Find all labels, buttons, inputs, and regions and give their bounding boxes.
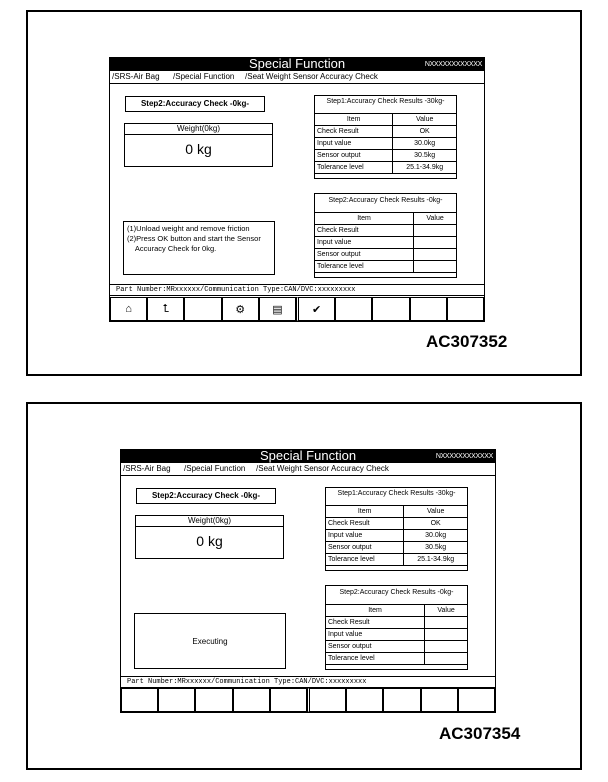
tab-special-function[interactable]: / Special Function	[173, 72, 234, 82]
function-key-7[interactable]	[346, 688, 383, 712]
row-value	[425, 641, 468, 653]
step1-results-table	[314, 113, 457, 174]
function-key-9[interactable]	[410, 297, 447, 321]
window-title: Special Function	[248, 56, 346, 71]
col-value: Value	[414, 213, 457, 225]
status-bar: Part Number:MRxxxxxx/Communication Type:CAN/DVC:xxxxxxxxx	[121, 676, 495, 688]
col-value: Value	[404, 506, 468, 518]
col-item: Item	[315, 114, 393, 126]
row-value: 30.0kg	[393, 138, 457, 150]
diagnostic-screen-2	[120, 449, 496, 713]
executing-message: Executing	[134, 613, 286, 669]
table-row	[326, 518, 468, 530]
function-key-10[interactable]	[458, 688, 495, 712]
function-key-6[interactable]	[307, 688, 346, 712]
row-label: Input value	[315, 138, 393, 150]
table-row	[326, 530, 468, 542]
tab-srs-air-bag[interactable]: / SRS-Air Bag	[112, 72, 160, 82]
return-button[interactable]	[147, 297, 184, 321]
row-label: Check Result	[326, 617, 425, 629]
row-label: Tolerance level	[326, 653, 425, 665]
row-value	[425, 629, 468, 641]
print-button[interactable]	[259, 297, 296, 321]
function-key-8[interactable]	[372, 297, 409, 321]
home-button[interactable]	[110, 297, 147, 321]
window-title: Special Function	[259, 448, 357, 463]
row-label: Tolerance level	[326, 554, 404, 566]
row-value: 30.5kg	[404, 542, 468, 554]
status-bar: Part Number:MRxxxxxx/Communication Type:CAN/DVC:xxxxxxxxx	[110, 284, 484, 296]
row-value	[414, 225, 457, 237]
row-label: Sensor output	[326, 641, 425, 653]
function-key-3[interactable]	[184, 297, 221, 321]
table-row	[315, 138, 457, 150]
function-key-10[interactable]	[447, 297, 484, 321]
table-row	[315, 162, 457, 174]
function-key-7[interactable]	[335, 297, 372, 321]
col-item: Item	[315, 213, 414, 225]
function-key-1[interactable]	[121, 688, 158, 712]
breadcrumb	[110, 71, 484, 84]
row-value: 30.5kg	[393, 150, 457, 162]
tab-seat-weight-sensor[interactable]: / Seat Weight Sensor Accuracy Check	[245, 72, 378, 82]
row-value: 25.1-34.9kg	[404, 554, 468, 566]
table-row	[326, 554, 468, 566]
table-row	[315, 249, 457, 261]
table-row	[315, 126, 457, 138]
ok-button[interactable]	[296, 297, 335, 321]
step2-results-table	[314, 212, 457, 273]
function-key-4[interactable]	[233, 688, 270, 712]
function-key-bar	[121, 688, 495, 712]
vin-code: NXXXXXXXXXXXX	[435, 453, 493, 460]
step2-results-title: Step2:Accuracy Check Results -0kg-	[339, 589, 454, 596]
instruction-line-1: (1)Unload weight and remove friction	[127, 224, 250, 233]
row-value: OK	[404, 518, 468, 530]
row-label: Input value	[315, 237, 414, 249]
weight-panel	[135, 515, 284, 559]
step1-results-table	[325, 505, 468, 566]
return-icon: ⮤	[162, 302, 170, 315]
function-key-2[interactable]	[158, 688, 195, 712]
table-row	[315, 261, 457, 273]
table-row	[315, 225, 457, 237]
col-value: Value	[425, 605, 468, 617]
row-label: Sensor output	[315, 150, 393, 162]
tab-special-function[interactable]: / Special Function	[184, 464, 245, 474]
row-label: Sensor output	[315, 249, 414, 261]
col-item: Item	[326, 605, 425, 617]
row-label: Input value	[326, 629, 425, 641]
settings-button[interactable]	[222, 297, 259, 321]
function-key-3[interactable]	[195, 688, 232, 712]
title-bar	[110, 58, 484, 71]
figure-panel-2	[26, 402, 582, 770]
tab-srs-air-bag[interactable]: / SRS-Air Bag	[123, 464, 171, 474]
title-bar	[121, 450, 495, 463]
function-key-bar	[110, 297, 484, 321]
row-value	[414, 237, 457, 249]
row-label: Tolerance level	[315, 261, 414, 273]
row-value	[425, 617, 468, 629]
instruction-line-2: (2)Press OK button and start the Sensor	[127, 234, 261, 243]
function-key-9[interactable]	[421, 688, 458, 712]
figure-panel-1	[26, 10, 582, 376]
home-icon: ⌂	[125, 303, 132, 315]
row-label: Sensor output	[326, 542, 404, 554]
step2-results-table	[325, 604, 468, 665]
instruction-message	[123, 221, 275, 275]
diagnostic-screen-1	[109, 57, 485, 322]
row-label: Check Result	[315, 126, 393, 138]
row-label: Check Result	[315, 225, 414, 237]
figure-id: AC307352	[426, 332, 508, 351]
row-value: 25.1-34.9kg	[393, 162, 457, 174]
table-row	[326, 653, 468, 665]
step2-results-title: Step2:Accuracy Check Results -0kg-	[328, 197, 443, 204]
weight-value: 0 kg	[196, 533, 223, 549]
weight-label: Weight(0kg)	[136, 516, 283, 527]
table-row	[315, 237, 457, 249]
row-label: Input value	[326, 530, 404, 542]
table-row	[315, 150, 457, 162]
row-label: Tolerance level	[315, 162, 393, 174]
step1-results-title: Step1:Accuracy Check Results -30kg-	[337, 490, 456, 497]
function-key-5[interactable]	[270, 688, 307, 712]
vin-code: NXXXXXXXXXXXX	[424, 61, 482, 68]
row-label: Check Result	[326, 518, 404, 530]
table-row	[326, 542, 468, 554]
step2-button[interactable]: Step2:Accuracy Check -0kg-	[136, 488, 276, 504]
table-row	[326, 617, 468, 629]
gear-icon: ⚙	[235, 303, 246, 316]
row-value: OK	[393, 126, 457, 138]
weight-label: Weight(0kg)	[125, 124, 272, 135]
weight-panel	[124, 123, 273, 167]
check-icon: ✔	[312, 303, 322, 316]
row-value: 30.0kg	[404, 530, 468, 542]
col-item: Item	[326, 506, 404, 518]
table-row	[326, 629, 468, 641]
row-value	[425, 653, 468, 665]
row-value	[414, 261, 457, 273]
function-key-8[interactable]	[383, 688, 420, 712]
row-value	[414, 249, 457, 261]
figure-id: AC307354	[439, 724, 521, 743]
tab-seat-weight-sensor[interactable]: / Seat Weight Sensor Accuracy Check	[256, 464, 389, 474]
print-icon: ▤	[272, 303, 283, 316]
table-row	[326, 641, 468, 653]
breadcrumb	[121, 463, 495, 476]
col-value: Value	[393, 114, 457, 126]
step1-results-title: Step1:Accuracy Check Results -30kg-	[326, 98, 445, 105]
step2-button[interactable]: Step2:Accuracy Check -0kg-	[125, 96, 265, 112]
instruction-line-3: Accuracy Check for 0kg.	[127, 244, 217, 253]
weight-value: 0 kg	[185, 141, 212, 157]
